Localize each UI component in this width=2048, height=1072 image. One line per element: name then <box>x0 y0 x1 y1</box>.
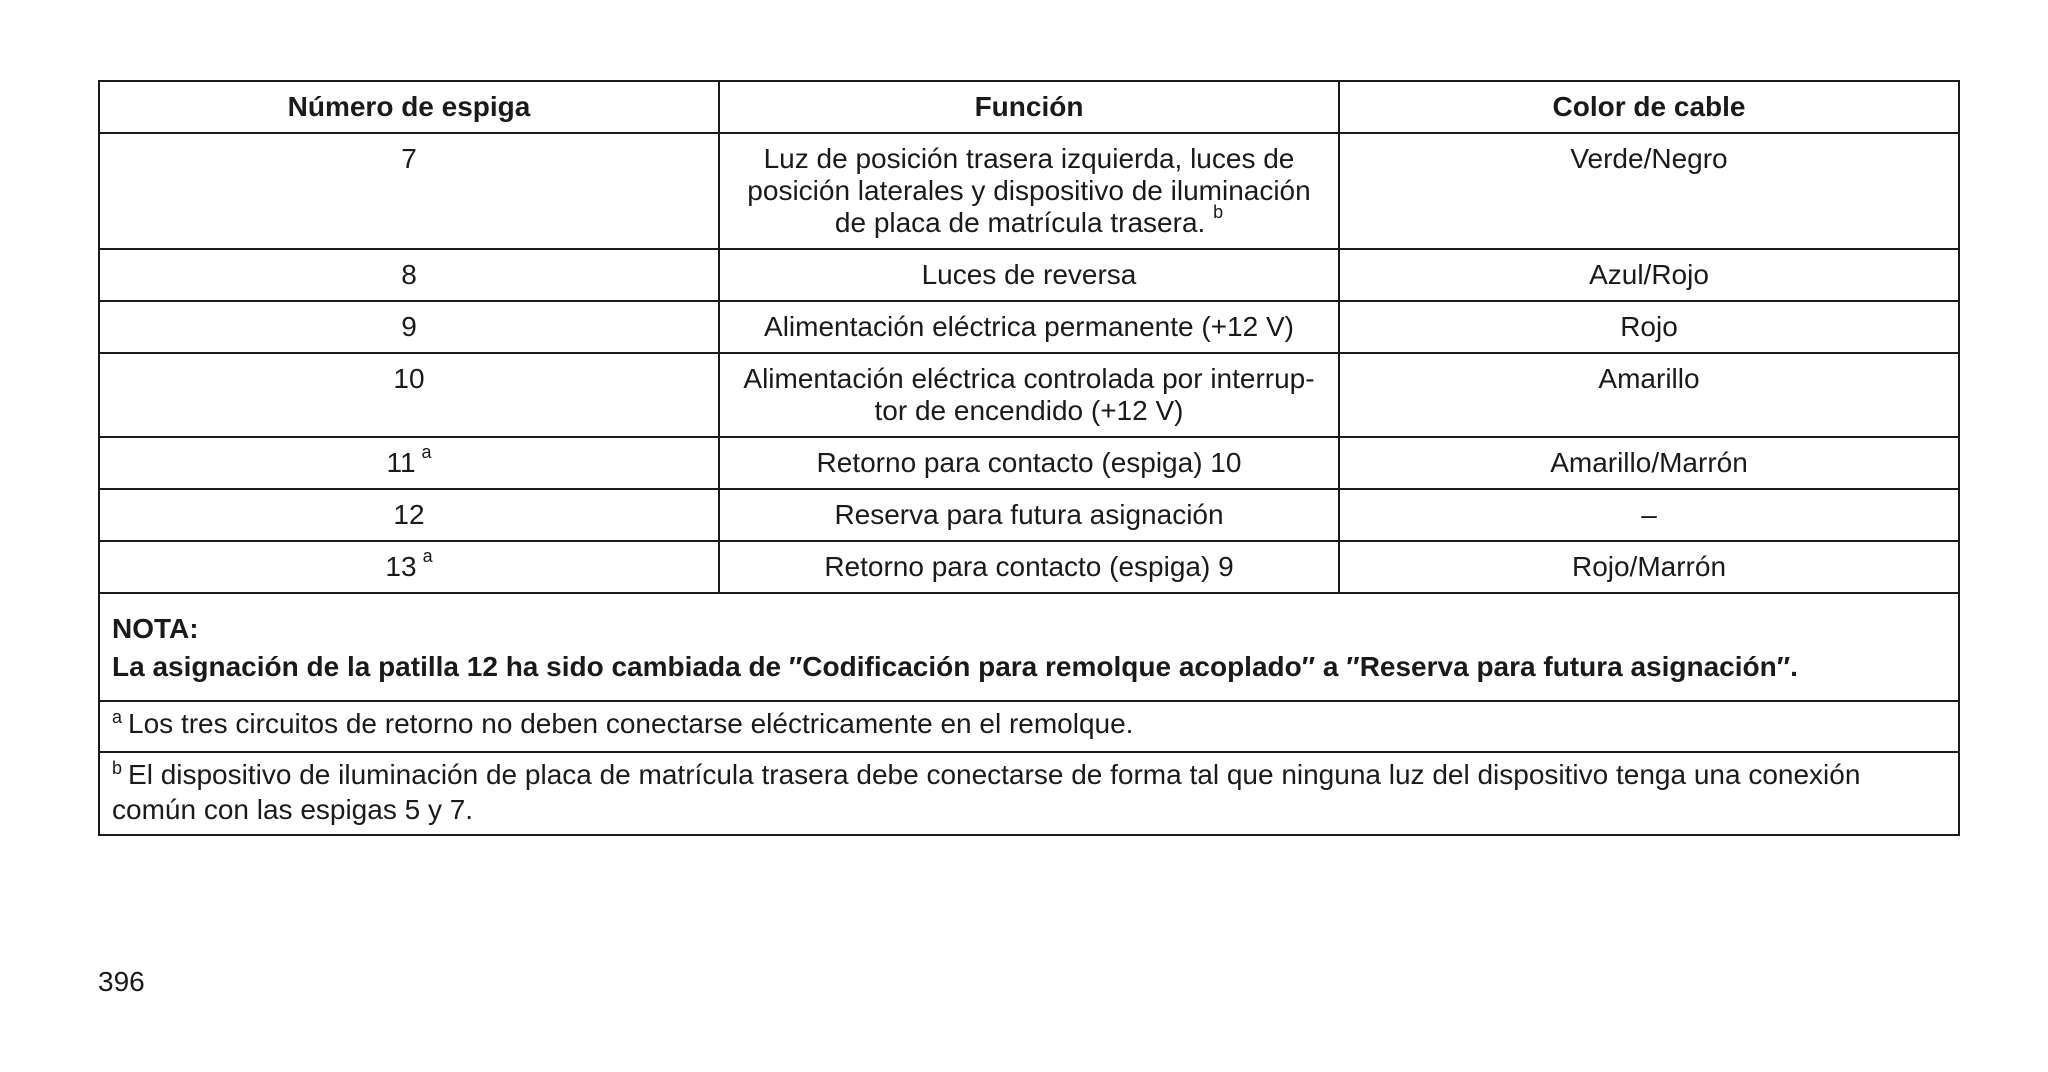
pin-number: 10 <box>393 363 425 394</box>
wire-color-cell <box>1339 489 1959 541</box>
wire-color-cell <box>1339 249 1959 301</box>
function-cell <box>719 541 1339 593</box>
function-cell <box>719 301 1339 353</box>
wire-color: – <box>1641 499 1657 530</box>
header-pin-number: Número de espiga <box>99 81 719 133</box>
footnote-b <box>99 752 1959 835</box>
footnote-row <box>99 752 1959 835</box>
function-cell <box>719 133 1339 249</box>
function-line: posición laterales y dispositivo de iluminación <box>747 175 1311 206</box>
table-row <box>99 133 1959 249</box>
wire-color-cell <box>1339 353 1959 437</box>
wire-color-cell <box>1339 133 1959 249</box>
function-line: Reserva para futura asignación <box>834 499 1224 530</box>
footnote-text: común con las espigas 5 y 7. <box>112 794 474 825</box>
function-line: Luz de posición trasera izquierda, luces de <box>763 143 1295 174</box>
pin-number: 7 <box>401 143 417 174</box>
page-number: 396 <box>98 966 145 997</box>
table-row <box>99 301 1959 353</box>
function-cell <box>719 489 1339 541</box>
pin-number-cell <box>99 353 719 437</box>
table-row <box>99 249 1959 301</box>
footnote-a <box>99 701 1959 752</box>
wire-color-cell <box>1339 437 1959 489</box>
footnote-ref: a <box>421 441 432 462</box>
wire-color-cell <box>1339 541 1959 593</box>
note-row <box>99 593 1959 701</box>
function-line: Alimentación eléctrica permanente (+12 V) <box>764 311 1294 342</box>
pin-number: 8 <box>401 259 417 290</box>
function-line: tor de encendido (+12 V) <box>874 395 1184 426</box>
wire-color-cell <box>1339 301 1959 353</box>
wire-color: Rojo/Marrón <box>1571 551 1727 582</box>
wire-color: Verde/Negro <box>1570 143 1728 174</box>
function-cell <box>719 249 1339 301</box>
table-row <box>99 489 1959 541</box>
function-line: de placa de matrícula trasera. <box>834 207 1206 238</box>
footnote-text: Los tres circuitos de retorno no deben conectarse eléctricamente en el remolque. <box>128 708 1134 739</box>
pin-number: 11 <box>386 447 416 478</box>
table-row <box>99 353 1959 437</box>
pin-number-cell <box>99 249 719 301</box>
pin-number-cell <box>99 133 719 249</box>
footnote-text: El dispositivo de iluminación de placa de matrícula trasera debe conectarse de forma tal que ninguna luz del dispositivo tenga una conexión <box>128 759 1861 790</box>
function-line: Alimentación eléctrica controlada por interrup- <box>743 363 1315 394</box>
table-header-row <box>99 81 1959 133</box>
wire-color: Amarillo <box>1598 363 1700 394</box>
function-cell <box>719 437 1339 489</box>
footnote-ref: b <box>1213 201 1224 222</box>
wire-color: Azul/Rojo <box>1589 259 1709 290</box>
footnote-row <box>99 701 1959 752</box>
note-text: La asignación de la patilla 12 ha sido cambiada de ″Codificación para remolque acoplado″ a ″Reserva para futura asignación″. <box>112 651 1798 682</box>
footnote-marker: b <box>112 758 123 778</box>
table-row <box>99 541 1959 593</box>
function-line: Retorno para contacto (espiga) 9 <box>824 551 1234 582</box>
function-cell <box>719 353 1339 437</box>
pin-number-cell <box>99 437 719 489</box>
function-line: Luces de reversa <box>921 259 1137 290</box>
header-wire-color: Color de cable <box>1339 81 1959 133</box>
note-cell <box>99 593 1959 701</box>
table-row <box>99 437 1959 489</box>
header-function: Función <box>719 81 1339 133</box>
footnote-marker: a <box>112 707 123 727</box>
pin-number-cell <box>99 301 719 353</box>
function-line: Retorno para contacto (espiga) 10 <box>816 447 1242 478</box>
pin-number: 9 <box>401 311 417 342</box>
wire-color: Amarillo/Marrón <box>1550 447 1748 478</box>
pin-number: 13 <box>385 551 417 582</box>
trailer-pin-table <box>98 80 1960 836</box>
note-title: NOTA: <box>112 613 199 644</box>
pin-number: 12 <box>393 499 425 530</box>
pin-number-cell <box>99 541 719 593</box>
wire-color: Rojo <box>1620 311 1678 342</box>
pin-number-cell <box>99 489 719 541</box>
footnote-ref: a <box>422 545 433 566</box>
